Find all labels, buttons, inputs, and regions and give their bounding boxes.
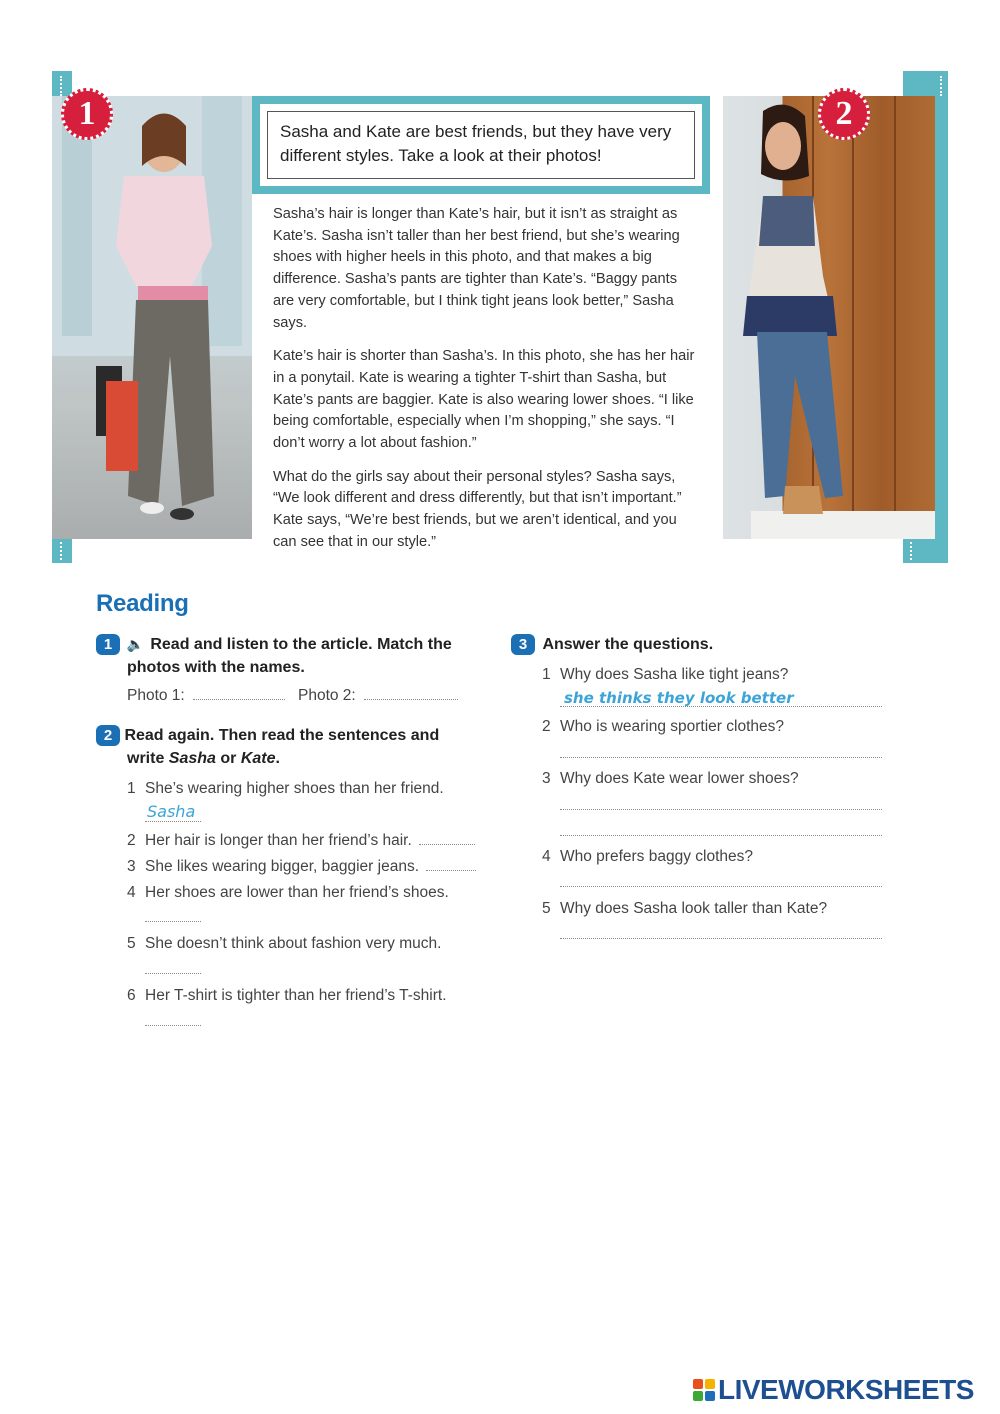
ex2-item-2-answer-field[interactable] bbox=[419, 831, 475, 845]
photo2-answer-field[interactable] bbox=[364, 686, 458, 700]
ex3-item-2-answer-field[interactable] bbox=[560, 757, 882, 758]
exercise-1-photo2 bbox=[298, 686, 458, 706]
ex3-item-1 bbox=[542, 665, 788, 685]
ex3-item-4 bbox=[542, 847, 753, 867]
exercise-3-heading bbox=[511, 633, 713, 656]
photo2-number-badge: 2 bbox=[818, 88, 870, 140]
ex2-sasha: Sasha bbox=[168, 750, 216, 767]
photo2-label: Photo 2: bbox=[298, 687, 356, 704]
ex2-item-6-text: Her T-shirt is tighter than her friend’s T-shirt. bbox=[145, 987, 447, 1004]
ex2-item-2-number: 2 bbox=[127, 832, 136, 849]
logo-square-1 bbox=[693, 1379, 703, 1389]
photo-sasha-illustration bbox=[52, 96, 252, 539]
right-dotted-line bbox=[940, 76, 942, 96]
photo1-number-badge: 1 bbox=[61, 88, 113, 140]
ex2-item-3-number: 3 bbox=[127, 858, 136, 875]
ex3-item-3-answer-field-1[interactable] bbox=[560, 809, 882, 810]
ex2-item-3-text: She likes wearing bigger, baggier jeans. bbox=[145, 858, 420, 875]
ex3-item-3-answer-field-2[interactable] bbox=[560, 835, 882, 836]
exercise-3-number: 3 bbox=[511, 634, 535, 655]
exercise-1-photo1 bbox=[127, 686, 285, 706]
liveworksheets-logo[interactable] bbox=[693, 1374, 974, 1406]
ex2-write: write bbox=[127, 750, 169, 767]
ex3-item-4-number: 4 bbox=[542, 848, 551, 865]
ex3-item-2 bbox=[542, 717, 784, 737]
logo-square-3 bbox=[693, 1391, 703, 1401]
exercise-2-heading bbox=[96, 724, 439, 770]
ex2-item-3-answer-field[interactable] bbox=[426, 857, 476, 871]
article-paragraph-1: Sasha’s hair is longer than Kate’s hair, but it isn’t as straight as Kate’s. Sasha isn’t taller than her best friend, but she’s wearing shoes with higher heels in this photo, and that makes a big difference. Sasha’s pants are tighter than Kate’s. “Baggy pants are very comfortable, but I think tight jeans look better,” Sasha says. bbox=[273, 206, 680, 331]
exercise-2-number: 2 bbox=[96, 725, 120, 746]
ex2-or: or bbox=[215, 750, 241, 767]
ex2-item-1-answer[interactable]: Sasha bbox=[147, 802, 196, 821]
exercise-1-heading bbox=[96, 633, 452, 679]
exercise-3-instruction: Answer the questions. bbox=[542, 636, 714, 653]
ex2-kate: Kate bbox=[240, 750, 276, 767]
exercise-2-instruction-line2 bbox=[96, 747, 439, 770]
ex3-item-5-number: 5 bbox=[542, 900, 551, 917]
ex3-item-1-answer-line bbox=[560, 706, 882, 707]
ex2-item-2 bbox=[127, 831, 475, 851]
ex2-item-6 bbox=[127, 986, 447, 1006]
liveworksheets-logo-icon bbox=[693, 1379, 715, 1401]
ex3-item-2-number: 2 bbox=[542, 718, 551, 735]
photo-sasha bbox=[52, 96, 252, 539]
ex2-item-5-number: 5 bbox=[127, 935, 136, 952]
ex3-item-5-answer-field[interactable] bbox=[560, 938, 882, 939]
ex3-item-3-text: Why does Kate wear lower shoes? bbox=[560, 770, 799, 787]
ex2-item-5-answer-field[interactable] bbox=[145, 973, 201, 974]
ex2-item-6-answer-field[interactable] bbox=[145, 1025, 201, 1026]
ex2-item-5 bbox=[127, 934, 441, 954]
logo-square-4 bbox=[705, 1391, 715, 1401]
speaker-icon[interactable]: 🔈 bbox=[126, 636, 144, 652]
ex3-item-1-number: 1 bbox=[542, 666, 551, 683]
left-dotted-line-bottom bbox=[60, 542, 62, 560]
ex3-item-3-number: 3 bbox=[542, 770, 551, 787]
ex3-item-1-text: Why does Sasha like tight jeans? bbox=[560, 666, 789, 683]
photo1-label: Photo 1: bbox=[127, 687, 185, 704]
article-paragraph-3: What do the girls say about their personal styles? Sasha says, “We look different and dress differently, but that isn’t important.” Kate says, “We’re best friends, but we aren’t identical, and you can see that in our style.” bbox=[273, 468, 682, 550]
ex2-item-1 bbox=[127, 779, 444, 799]
ex2-item-4-text: Her shoes are lower than her friend’s shoes. bbox=[145, 884, 449, 901]
ex2-item-2-text: Her hair is longer than her friend’s hair. bbox=[145, 832, 412, 849]
photo1-answer-field[interactable] bbox=[193, 686, 285, 700]
ex2-item-1-answer-line bbox=[145, 821, 201, 822]
photo-kate bbox=[723, 96, 935, 539]
ex2-item-6-number: 6 bbox=[127, 987, 136, 1004]
reading-title: Reading bbox=[96, 590, 189, 617]
ex3-item-1-answer[interactable]: she thinks they look better bbox=[564, 689, 794, 707]
ex2-item-3 bbox=[127, 857, 476, 877]
ex2-item-4-number: 4 bbox=[127, 884, 136, 901]
exercise-1-instruction-line2: photos with the names. bbox=[127, 659, 305, 676]
ex3-item-5-text: Why does Sasha look taller than Kate? bbox=[560, 900, 828, 917]
ex3-item-2-text: Who is wearing sportier clothes? bbox=[560, 718, 784, 735]
ex3-item-3 bbox=[542, 769, 799, 789]
exercise-1-instruction-line1: Read and listen to the article. Match the bbox=[150, 636, 452, 653]
ex3-item-4-answer-field[interactable] bbox=[560, 886, 882, 887]
ex2-item-1-text: She’s wearing higher shoes than her friend. bbox=[145, 780, 444, 797]
ex2-item-4-answer-field[interactable] bbox=[145, 921, 201, 922]
exercise-1-number: 1 bbox=[96, 634, 120, 655]
ex2-item-1-number: 1 bbox=[127, 780, 136, 797]
exercise-2-instruction-line1: Read again. Then read the sentences and bbox=[124, 727, 440, 744]
logo-square-2 bbox=[705, 1379, 715, 1389]
ex3-item-5 bbox=[542, 899, 827, 919]
ex3-item-4-text: Who prefers baggy clothes? bbox=[560, 848, 753, 865]
article-paragraph-2: Kate’s hair is shorter than Sasha’s. In this photo, she has her hair in a ponytail. Kate is wearing a tighter T-shirt than Sasha, but Kate’s pants are baggier. Kate is also wearing lower shoes. “I like being comfortable, especially when I’m shopping,” she says. “I don’t worry a lot about fashion.” bbox=[273, 348, 695, 452]
left-dotted-line bbox=[60, 76, 62, 96]
right-dotted-line-bottom bbox=[910, 542, 912, 560]
ex2-item-4 bbox=[127, 883, 449, 903]
photo-kate-illustration bbox=[723, 96, 935, 539]
intro-text: Sasha and Kate are best friends, but they have very different styles. Take a look at their photos! bbox=[267, 111, 695, 179]
ex2-item-5-text: She doesn’t think about fashion very much. bbox=[145, 935, 442, 952]
ex2-period: . bbox=[275, 750, 280, 767]
article-body bbox=[273, 204, 698, 566]
liveworksheets-logo-text: LIVEWORKSHEETS bbox=[718, 1374, 974, 1405]
